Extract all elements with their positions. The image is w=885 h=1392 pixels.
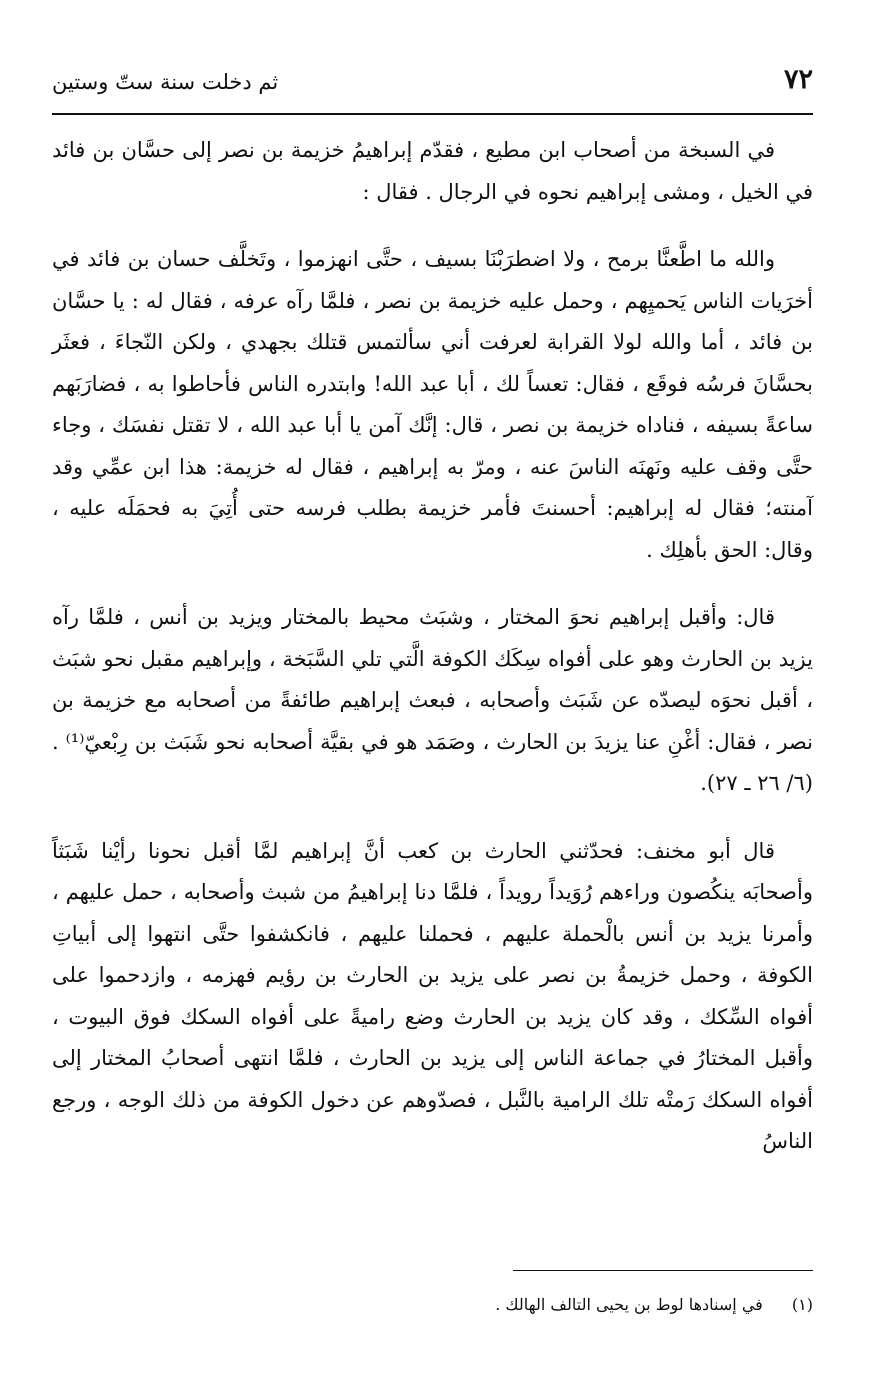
paragraph-1: في السبخة من أصحاب ابن مطيع ، فقدّم إبراهيمُ خزيمة بن نصر إلى حسَّان بن فائد في الخيل ، ومشى إبراهيم نحوه في الرجال . فقال : bbox=[52, 138, 813, 204]
page-header bbox=[52, 58, 813, 106]
page-number: ٧٢ bbox=[783, 64, 813, 95]
footnote-marker: (١) bbox=[791, 1295, 813, 1314]
footnote-divider bbox=[513, 1270, 813, 1271]
footnote-text: في إسنادها لوط بن يحيى التالف الهالك . bbox=[495, 1295, 763, 1314]
paragraph-3: قال: وأقبل إبراهيم نحوَ المختار ، وشبَث محيط بالمختار ويزيد بن أنس ، فلمَّا رآه يزيد بن الحارث وهو على أفواه سِكَك الكوفة الَّتي تلي السَّبَخة ، وإبراهيم مقبل نحو شبَث ، أقبل نحوَه ليصدّه عن شَبَث وأصحابه ، فبعث إبراهيم طائفةً من أصحابه مع خزيمة بن نصر ، فقال: أغْنِ عنا يزيدَ بن الحارث ، وصَمَد هو في بقيَّة أصحابه نحو شَبَث بن رِبْعيّ⁽¹⁾ . (٦/ ٢٦ ـ ٢٧). bbox=[52, 605, 813, 795]
running-title: ثم دخلت سنة ستّ وستين bbox=[52, 70, 279, 94]
header-divider bbox=[52, 113, 813, 115]
paragraph-2: والله ما اطَّعنَّا برمح ، ولا اضطرَبْنَا بسيف ، حتَّى انهزموا ، وتَخلَّف حسان بن فائد في أخرَيات الناس يَحميِهم ، وحمل عليه خزيمة بن نصر ، فلمَّا رآه عرفه ، فقال له : يا حسَّان بن فائد ، أما والله لولا القرابة لعرفت أني سألتمس قتلك بجهدي ، ولكن النّجاءَ ، فعثَر بحسَّانَ فرسُه فوقَع ، فقال: تعساً لك ، أبا عبد الله! وابتدره الناس فأحاطوا به ، فضارَبَهم ساعةً بسيفه ، فناداه خزيمة بن نصر ، قال: إنَّك آمن يا أبا عبد الله ، لا تقتل نفسَك ، وجاء حتَّى وقف عليه ونَهنَه الناسَ عنه ، ومرّ به إبراهيم ، فقال له خزيمة: هذا ابن عمِّي وقد آمنته؛ فقال له إبراهيم: أحسنتَ فأمر خزيمة بطلب فرسه حتى أُتِيَ به فحمَلَه عليه ، وقال: الحق بأهلِك . bbox=[52, 247, 813, 562]
footnote bbox=[52, 1292, 813, 1318]
paragraph-4: قال أبو مخنف: فحدّثني الحارث بن كعب أنَّ إبراهيم لمَّا أقبل نحونا رأيْنا شَبَثاً وأصحابَه ينكُصون وراءهم رُوَيداً رويداً ، فلمَّا دنا إبراهيمُ من شبث وأصحابه ، حمل عليهم ، وأمرنا يزيد بن أنس بالْحملة عليهم ، فحملنا عليهم ، فانكشفوا حتَّى انتهوا إلى أبياتِ الكوفة ، وحمل خزيمةُ بن نصر على يزيد بن الحارث بن رؤيم فهزمه ، وازدحموا على أفواه السِّكك ، وقد كان يزيد بن الحارث وضع راميةً على أفواه السكك فوق البيوت ، وأقبل المختارُ في جماعة الناس إلى يزيد بن الحارث ، فلمَّا انتهى أصحابُ المختار إلى أفواه السكك رَمتْه تلك الرامية بالنَّبل ، فصدّوهم عن دخول الكوفة من ذلك الوجه ، ورجع الناسُ bbox=[52, 838, 813, 1153]
main-text bbox=[52, 130, 813, 1163]
